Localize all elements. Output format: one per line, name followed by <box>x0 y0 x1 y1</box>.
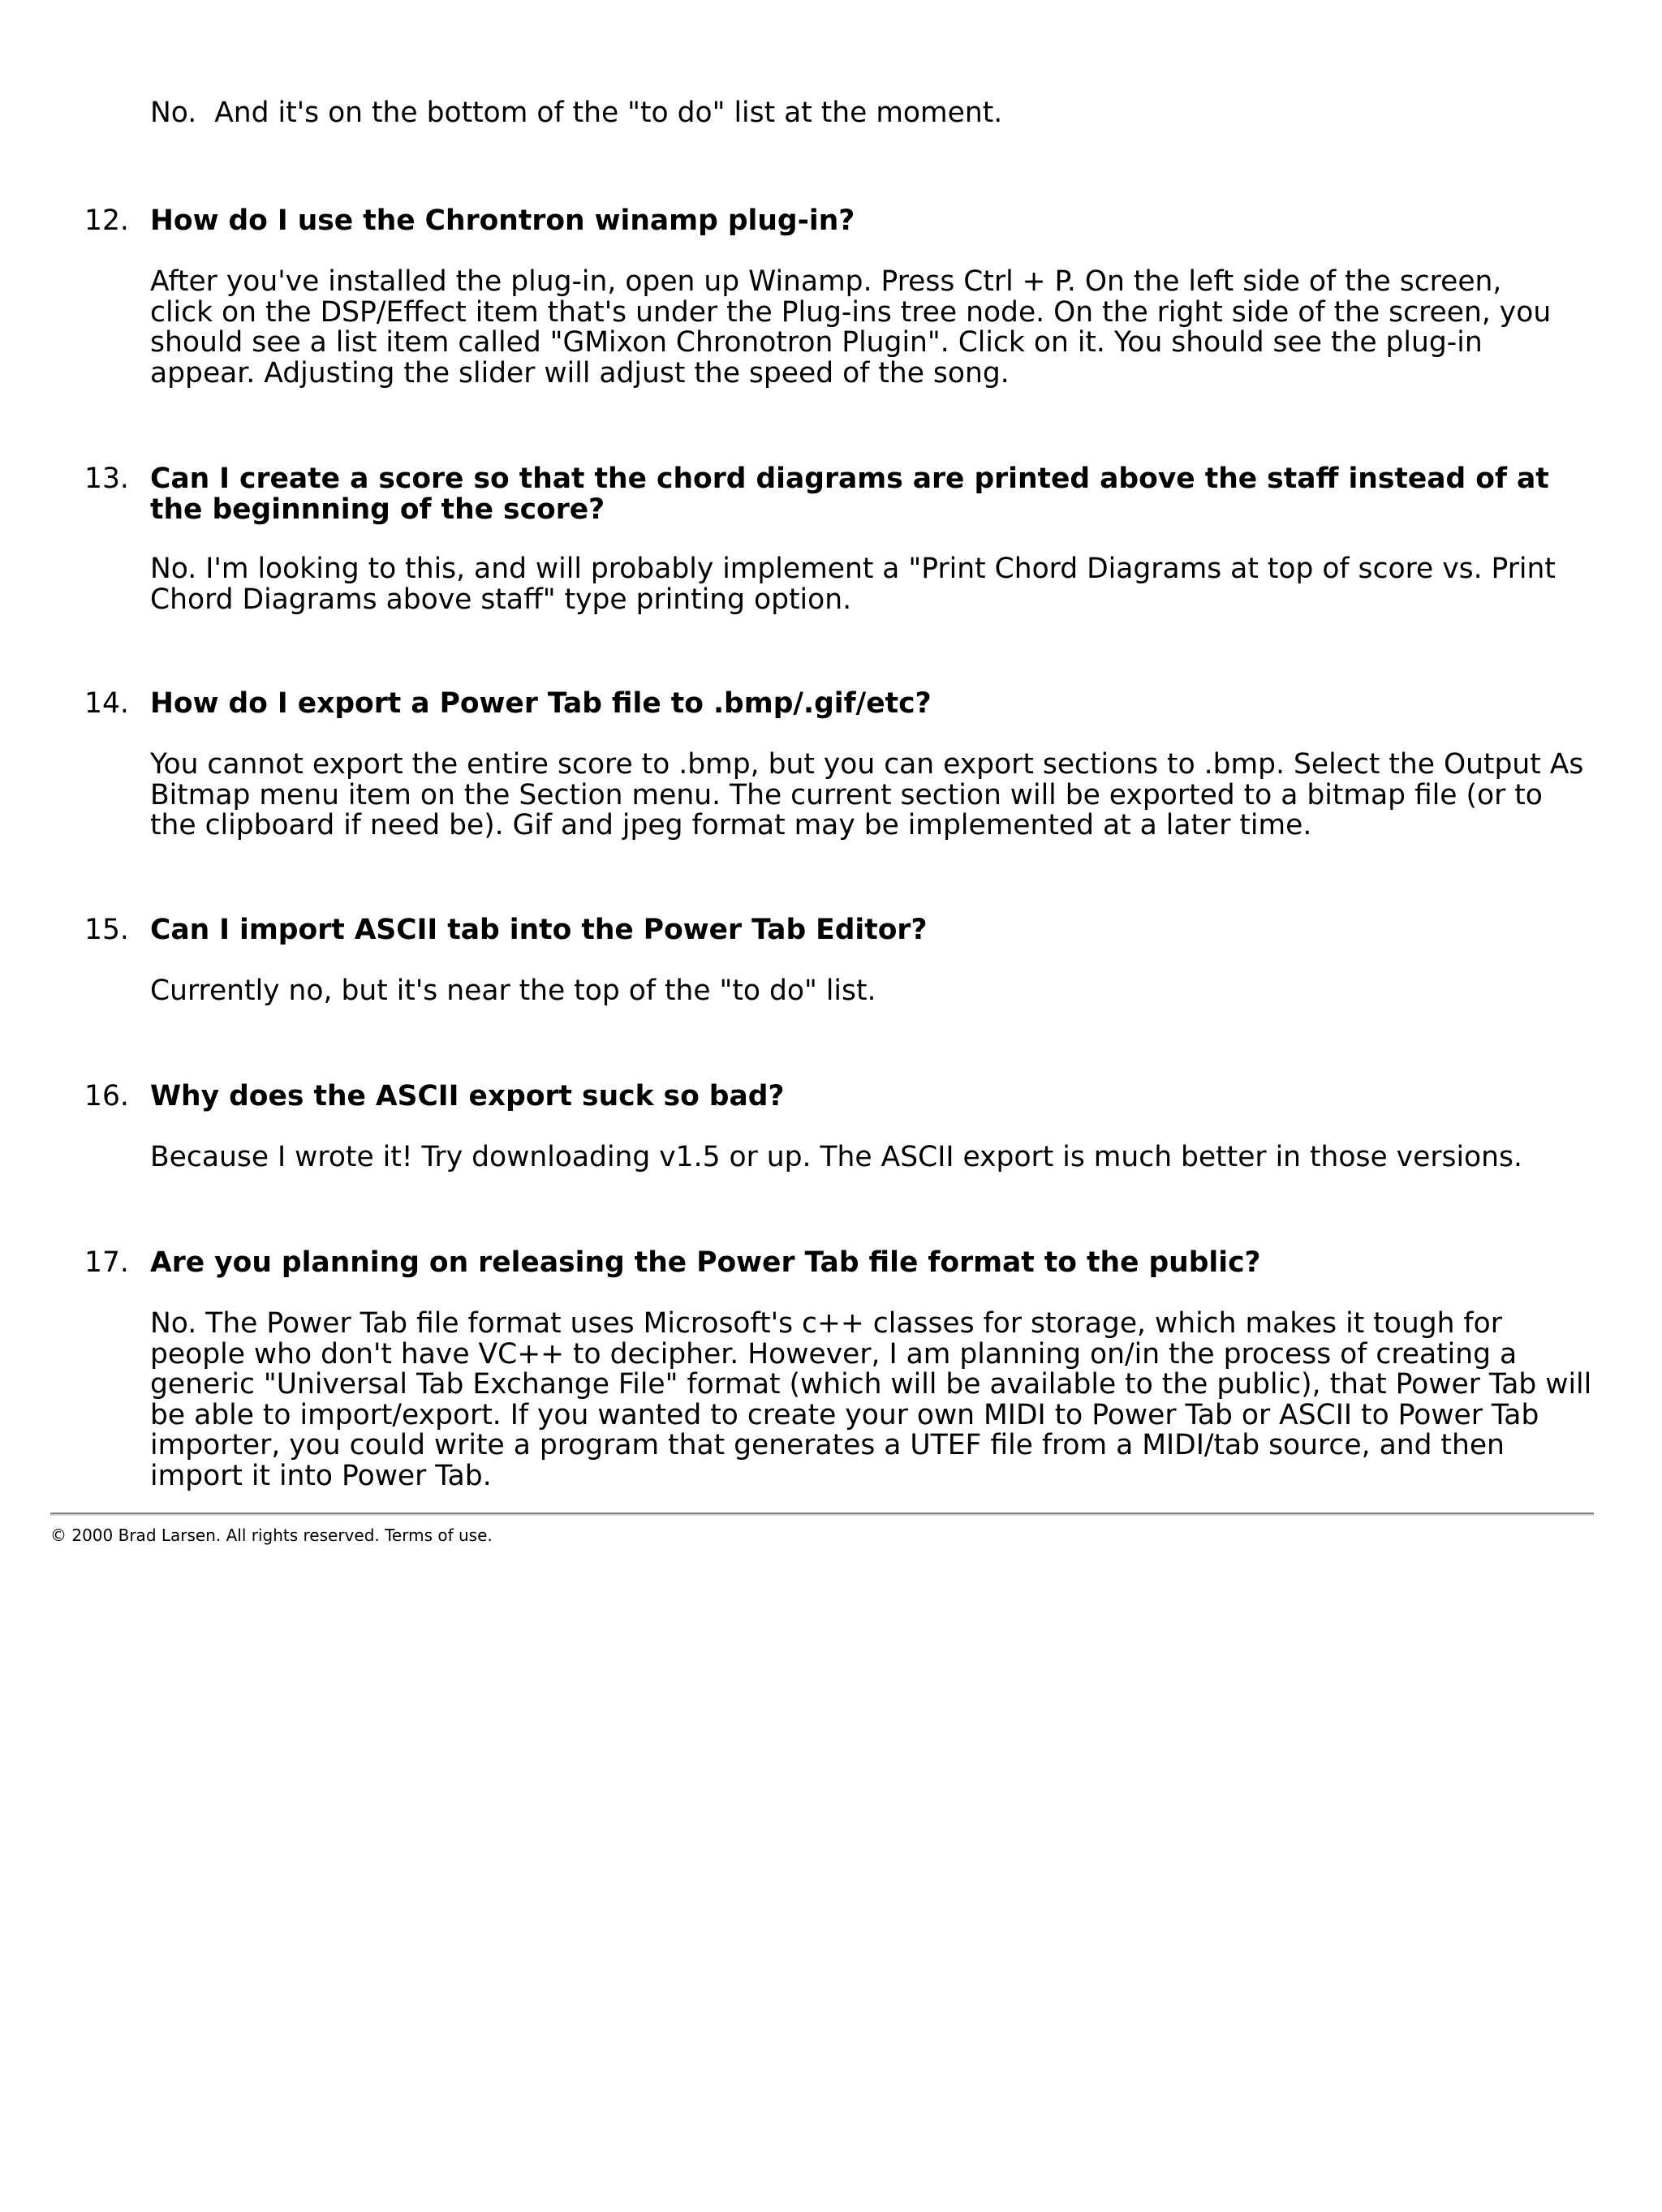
faq-number: 16. <box>84 1080 129 1112</box>
faq-question: How do I use the Chrontron winamp plug-in? <box>150 204 855 237</box>
footer-divider <box>50 1513 1594 1516</box>
faq-number: 15. <box>84 914 129 946</box>
footer-copyright: © 2000 Brad Larsen. All rights reserved. Terms of use. <box>50 1526 493 1545</box>
faq-question: Why does the ASCII export suck so bad? <box>150 1080 785 1112</box>
faq-answer: No. I'm looking to this, and will probably implement a "Print Chord Diagrams at top of score vs. Print Chord Diagrams above staff" type printing option. <box>150 553 1556 616</box>
faq-question: Can I create a score so that the chord diagrams are printed above the staff instead of at the beginnning of the score? <box>150 463 1549 526</box>
faq-answer: Because I wrote it! Try downloading v1.5 or up. The ASCII export is much better in those versions. <box>150 1141 1522 1173</box>
faq-question: Can I import ASCII tab into the Power Tab Editor? <box>150 914 928 946</box>
intro-answer: No. And it's on the bottom of the "to do" list at the moment. <box>150 97 1003 129</box>
faq-answer: Currently no, but it's near the top of the "to do" list. <box>150 975 876 1007</box>
faq-number: 12. <box>84 204 129 237</box>
faq-question: How do I export a Power Tab file to .bmp/.gif/etc? <box>150 687 932 720</box>
faq-answer: After you've installed the plug-in, open up Winamp. Press Ctrl + P. On the left side of the screen, click on the DSP/Effect item that's under the Plug-ins tree node. On the right side of the screen, you should see a list item called "GMixon Chronotron Plugin". Click on it. You should see the plug-in appear. Adjusting the slider will adjust the speed of the song. <box>150 265 1552 389</box>
faq-number: 14. <box>84 687 129 720</box>
faq-number: 13. <box>84 463 129 495</box>
faq-answer: No. The Power Tab file format uses Microsoft's c++ classes for storage, which makes it tough for people who don't have VC++ to decipher. However, I am planning on/in the process of creating a generic "Universal Tab Exchange File" format (which will be available to the public), that Power Tab will be able to import/export. If you wanted to create your own MIDI to Power Tab or ASCII to Power Tab importer, you could write a program that generates a UTEF file from a MIDI/tab source, and then import it into Power Tab. <box>150 1307 1592 1492</box>
faq-question: Are you planning on releasing the Power Tab file format to the public? <box>150 1246 1261 1279</box>
faq-number: 17. <box>84 1246 129 1279</box>
faq-answer: You cannot export the entire score to .bmp, but you can export sections to .bmp. Select the Output As Bitmap menu item on the Section menu. The current section will be exported to a bitmap file (or to the clipboard if need be). Gif and jpeg format may be implemented at a later time. <box>150 748 1584 841</box>
